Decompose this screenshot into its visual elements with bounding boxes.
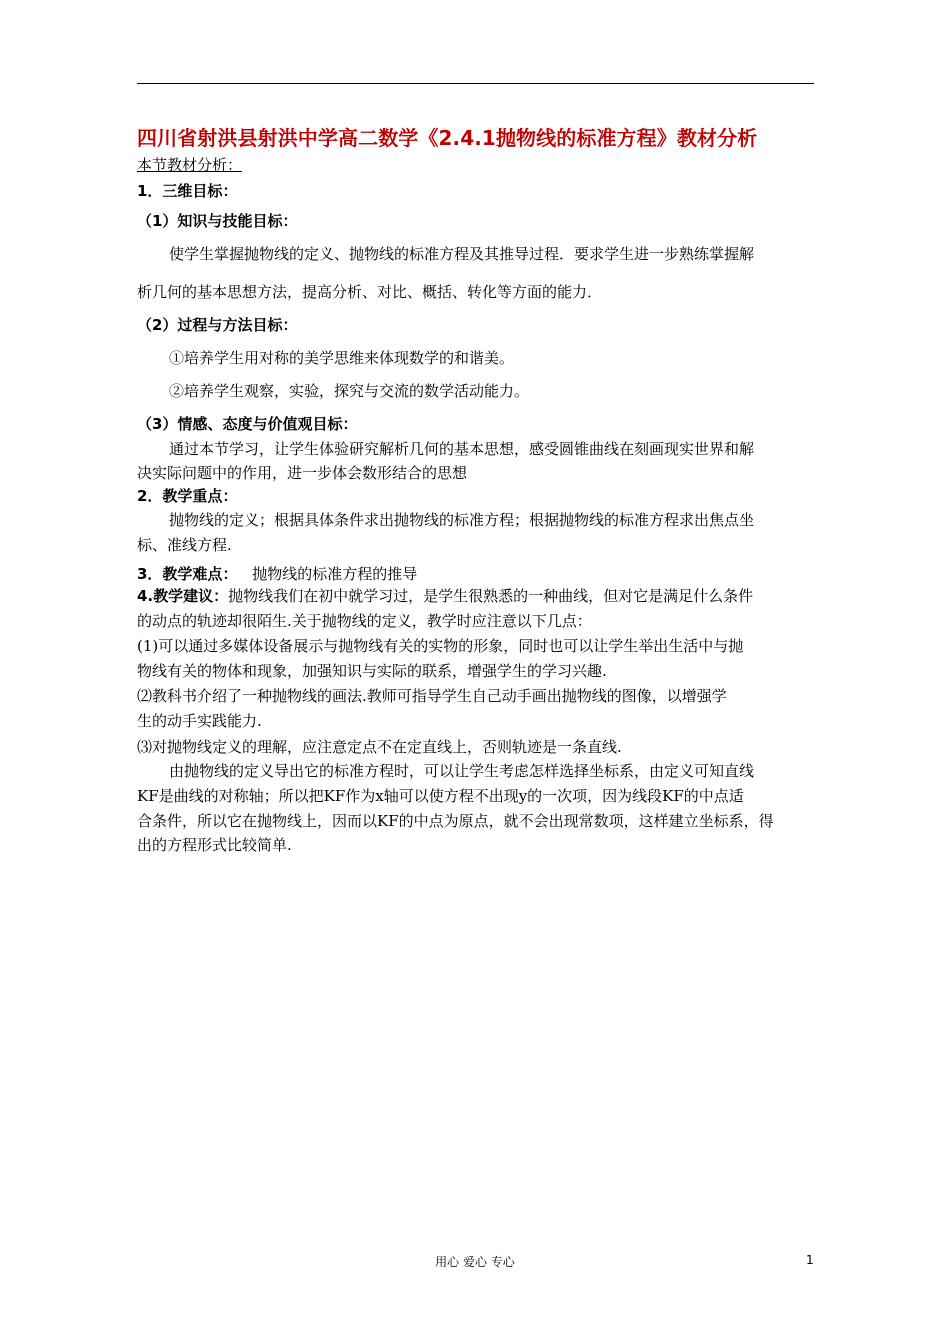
list-item: ①培养学生用对称的美学思维来体现数学的和谐美。 — [169, 349, 515, 367]
paragraph-line: 出的方程形式比较简单. — [137, 836, 292, 854]
paragraph-line: 由抛物线的定义导出它的标准方程时，可以让学生考虑怎样选择坐标系，由定义可知直线 — [169, 762, 755, 780]
footer-text: 用心 爱心 专心 — [435, 1255, 515, 1269]
section-4-text: 抛物线我们在初中就学习过，是学生很熟悉的一种曲线，但对它是满足什么条件 — [228, 587, 754, 605]
paragraph-line: 使学生掌握抛物线的定义、抛物线的标准方程及其推导过程．要求学生进一步熟练掌握解 — [169, 245, 755, 263]
header-rule — [137, 83, 814, 84]
paragraph-line: 合条件，所以它在抛物线上，因而以KF的中点为原点，就不会出现常数项，这样建立坐标系，得 — [137, 812, 774, 830]
paragraph-line: 标、准线方程. — [137, 536, 232, 554]
paragraph-line: (1)可以通过多媒体设备展示与抛物线有关的实物的形象，同时也可以让学生举出生活中与抛 — [137, 637, 744, 655]
page-number: 1 — [806, 1253, 814, 1267]
section-3-text: 抛物线的标准方程的推导 — [252, 565, 418, 583]
document-title: 四川省射洪县射洪中学高二数学《2.4.1抛物线的标准方程》教材分析 — [137, 126, 758, 150]
section-1-1-heading: （1）知识与技能目标： — [137, 212, 298, 230]
section-1-3-heading: （3）情感、态度与价值观目标： — [137, 415, 358, 433]
section-subtitle: 本节教材分析： — [137, 156, 243, 174]
paragraph-line: ⑵教科书介绍了一种抛物线的画法.教师可指导学生自己动手画出抛物线的图像，以增强学 — [137, 687, 727, 705]
list-item: ②培养学生观察，实验，探究与交流的数学活动能力。 — [169, 382, 530, 400]
section-3-heading: 3．教学难点： — [137, 565, 238, 583]
section-2-heading: 2．教学重点： — [137, 487, 238, 505]
paragraph-line: ⑶对抛物线定义的理解，应注意定点不在定直线上，否则轨迹是一条直线. — [137, 738, 622, 756]
section-4-first-line — [137, 586, 753, 606]
section-4-heading: 4.教学建议： — [137, 587, 229, 605]
paragraph-line: 通过本节学习，让学生体验研究解析几何的基本思想，感受圆锥曲线在刻画现实世界和解 — [169, 440, 755, 458]
paragraph-line: 抛物线的定义；根据具体条件求出抛物线的标准方程；根据抛物线的标准方程求出焦点坐 — [169, 511, 755, 529]
section-1-2-heading: （2）过程与方法目标： — [137, 316, 298, 334]
paragraph-line: 生的动手实践能力. — [137, 712, 262, 730]
section-1-heading: 1．三维目标： — [137, 182, 238, 200]
paragraph-line: 析几何的基本思想方法，提高分析、对比、概括、转化等方面的能力． — [137, 283, 603, 301]
paragraph-line: 决实际问题中的作用，进一步体会数形结合的思想 — [137, 464, 468, 482]
paragraph-line: 的动点的轨迹却很陌生.关于抛物线的定义，教学时应注意以下几点： — [137, 612, 592, 630]
paragraph-line: KF是曲线的对称轴；所以把KF作为x轴可以使方程不出现y的一次项，因为线段KF的中点适 — [137, 787, 744, 805]
paragraph-line: 物线有关的物体和现象，加强知识与实际的联系，增强学生的学习兴趣. — [137, 662, 607, 680]
section-3 — [137, 564, 417, 584]
